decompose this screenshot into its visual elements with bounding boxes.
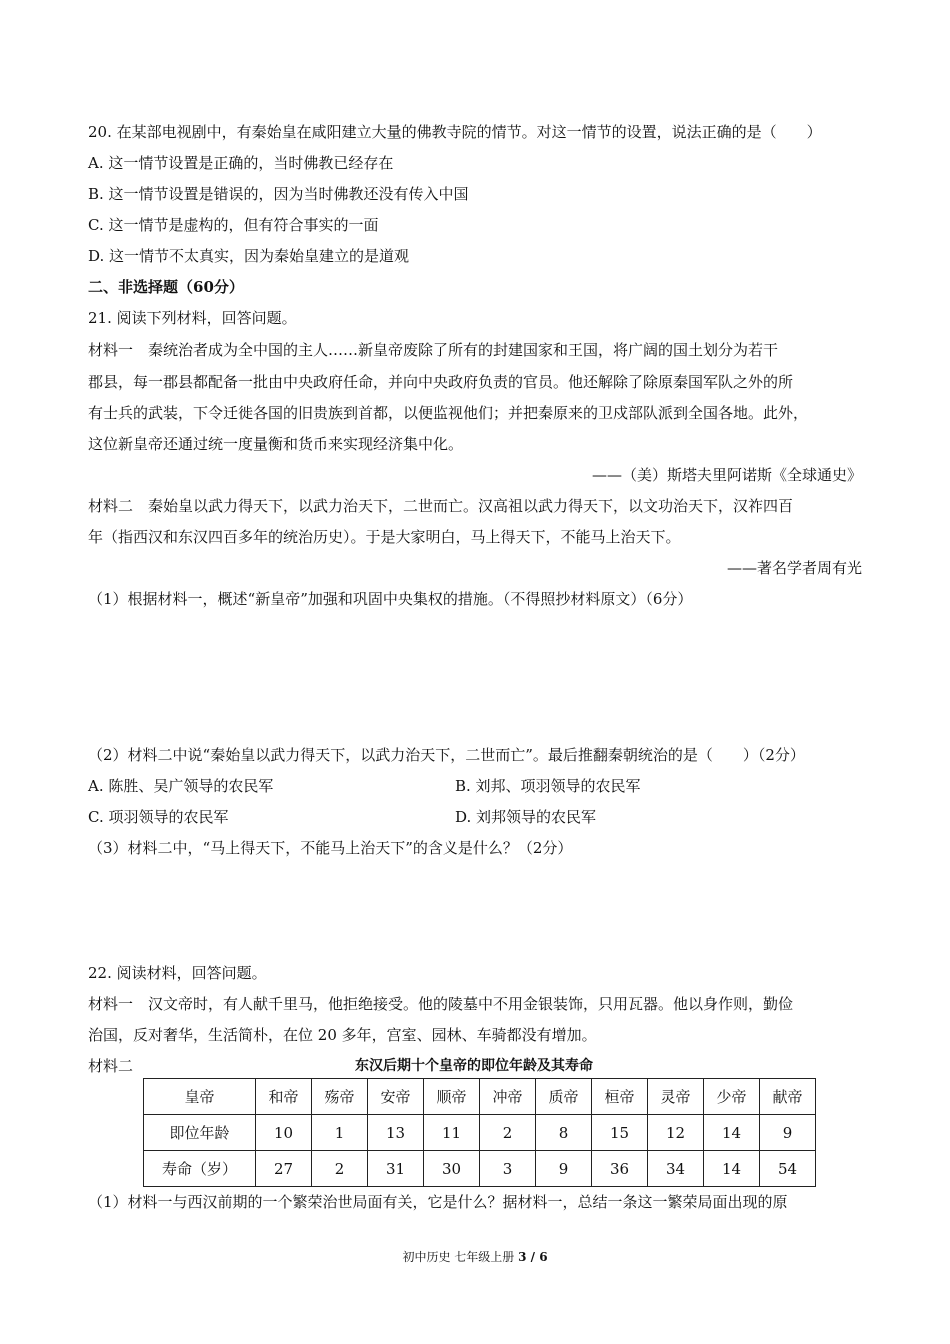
page-footer [0,1248,950,1265]
lifespan-cell: 31 [368,1151,424,1187]
table-row [144,1115,816,1151]
row-label: 皇帝 [144,1079,256,1115]
q21-sub1: （1）根据材料一，概述“新皇帝”加强和巩固中央集权的措施。（不得照抄材料原文）（6分） [88,590,693,608]
emperor-cell: 灵帝 [648,1079,704,1115]
q21-material1-line: 郡县，每一郡县都配备一批由中央政府任命，并向中央政府负责的官员。他还解除了除原秦国军队之外的所 [88,373,794,391]
lifespan-cell: 36 [592,1151,648,1187]
lifespan-cell: 27 [256,1151,312,1187]
q22-sub1: （1）材料一与西汉前期的一个繁荣治世局面有关，它是什么？据材料一，总结一条这一繁荣局面出现的原 [88,1193,788,1211]
q20-stem: 20. 在某部电视剧中，有秦始皇在咸阳建立大量的佛教寺院的情节。对这一情节的设置，说法正确的是（ ） [88,123,822,141]
footer-course: 初中历史 七年级上册 [402,1250,515,1264]
table-title: 东汉后期十个皇帝的即位年龄及其寿命 [355,1058,593,1074]
age-cell: 8 [536,1115,592,1151]
emperor-cell: 和帝 [256,1079,312,1115]
lifespan-cell: 2 [312,1151,368,1187]
q21-material2-line: 年（指西汉和东汉四百多年的统治历史）。于是大家明白，马上得天下，不能马上治天下。 [88,528,681,546]
q20-option-b: B. 这一情节设置是错误的，因为当时佛教还没有传入中国 [88,185,469,203]
age-cell: 12 [648,1115,704,1151]
q22-material1-line: 治国，反对奢华，生活简朴，在位 20 多年，宫室、园林、车骑都没有增加。 [88,1026,597,1044]
emperor-cell: 少帝 [704,1079,760,1115]
age-cell: 13 [368,1115,424,1151]
q22-material2-label: 材料二 [88,1057,134,1075]
q21-material1-line: 材料一 秦统治者成为全中国的主人……新皇帝废除了所有的封建国家和王国，将广阔的国土划分为若干 [88,341,779,359]
q22-material1-line: 材料一 汉文帝时，有人献千里马，他拒绝接受。他的陵墓中不用金银装饰，只用瓦器。他以身作则，勤俭 [88,995,794,1013]
q21-material2-source: ——著名学者周有光 [726,559,862,577]
emperor-cell: 桓帝 [592,1079,648,1115]
age-cell: 9 [760,1115,816,1151]
q21-stem: 21. 阅读下列材料，回答问题。 [88,309,297,327]
q21-material1-source: ——（美）斯塔夫里阿诺斯《全球通史》 [591,466,862,484]
emperor-cell: 冲帝 [480,1079,536,1115]
q20-option-d: D. 这一情节不太真实，因为秦始皇建立的是道观 [88,247,410,265]
lifespan-cell: 34 [648,1151,704,1187]
q21-sub3: （3）材料二中，“马上得天下，不能马上治天下”的含义是什么？（2分） [88,839,573,857]
table-row [144,1151,816,1187]
emperor-table [143,1078,816,1187]
emperor-cell: 献帝 [760,1079,816,1115]
q20-option-a: A. 这一情节设置是正确的，当时佛教已经存在 [88,154,394,172]
q21-sub2-option-b: B. 刘邦、项羽领导的农民军 [455,777,641,795]
age-cell: 14 [704,1115,760,1151]
q21-material1-line: 这位新皇帝还通过统一度量衡和货币来实现经济集中化。 [88,435,464,453]
lifespan-cell: 14 [704,1151,760,1187]
q21-material1-line: 有士兵的武装，下令迁徙各国的旧贵族到首都，以便监视他们；并把秦原来的卫戍部队派到全国各地。此外， [88,404,809,422]
age-cell: 15 [592,1115,648,1151]
emperor-cell: 殇帝 [312,1079,368,1115]
age-cell: 10 [256,1115,312,1151]
q22-stem: 22. 阅读材料，回答问题。 [88,964,267,982]
section-heading: 二、非选择题（60分） [88,278,244,296]
row-label: 寿命（岁） [144,1151,256,1187]
emperor-cell: 质帝 [536,1079,592,1115]
age-cell: 2 [480,1115,536,1151]
lifespan-cell: 9 [536,1151,592,1187]
emperor-cell: 顺帝 [424,1079,480,1115]
q21-sub2-option-d: D. 刘邦领导的农民军 [455,808,597,826]
age-cell: 1 [312,1115,368,1151]
table-row [144,1079,816,1115]
page-number: 3 / 6 [518,1250,548,1264]
emperor-cell: 安帝 [368,1079,424,1115]
q21-sub2-option-c: C. 项羽领导的农民军 [88,808,229,826]
q20-option-c: C. 这一情节是虚构的，但有符合事实的一面 [88,216,379,234]
lifespan-cell: 54 [760,1151,816,1187]
row-label: 即位年龄 [144,1115,256,1151]
q21-material2-line: 材料二 秦始皇以武力得天下，以武力治天下，二世而亡。汉高祖以武力得天下，以文功治天下，汉祚四百 [88,497,794,515]
age-cell: 11 [424,1115,480,1151]
lifespan-cell: 30 [424,1151,480,1187]
lifespan-cell: 3 [480,1151,536,1187]
q21-sub2: （2）材料二中说“秦始皇以武力得天下，以武力治天下，二世而亡”。最后推翻秦朝统治的是（ ）（2分） [88,746,805,764]
q21-sub2-option-a: A. 陈胜、吴广领导的农民军 [88,777,274,795]
